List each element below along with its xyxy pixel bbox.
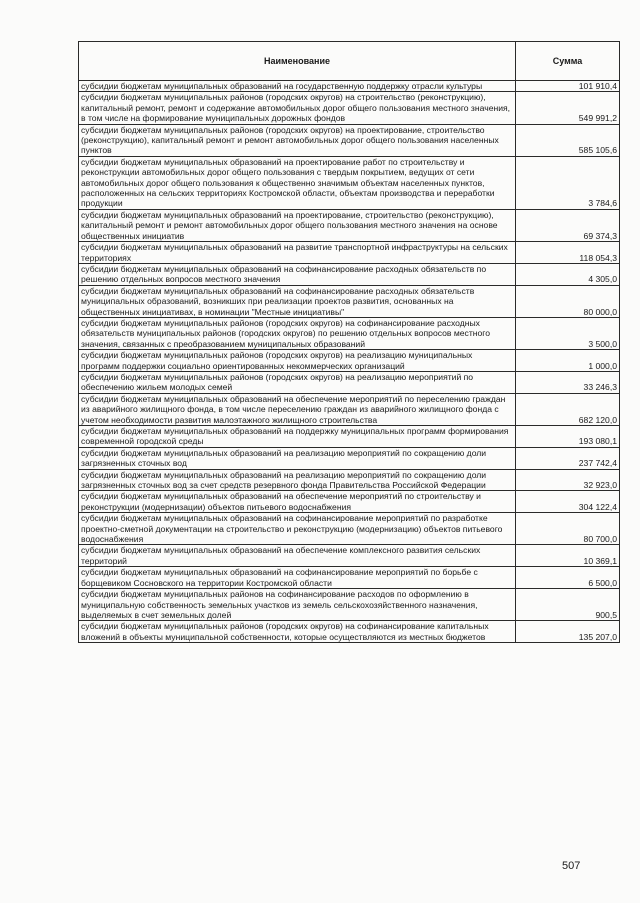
table-row (79, 447, 620, 469)
row-name-cell: субсидии бюджетам муниципальных образований на государственную поддержку отрасли культуры (79, 81, 516, 92)
table-row (79, 371, 620, 393)
row-name-cell: субсидии бюджетам муниципальных образований на софинансирование расходных обязательств муниципальных образований, возникших при реализации проектов развития, основанных на общественных инициативах, в номинации "Местные инициативы" (79, 285, 516, 317)
row-name-cell: субсидии бюджетам муниципальных образований на обеспечение комплексного развития сельских территорий (79, 545, 516, 567)
table-row (79, 469, 620, 491)
table-row (79, 513, 620, 545)
row-sum-cell: 585 105,6 (516, 124, 620, 156)
table-row (79, 621, 620, 643)
row-sum-cell: 682 120,0 (516, 393, 620, 425)
row-name-cell: субсидии бюджетам муниципальных районов (городских округов) на строительство (реконструкцию), капитальный ремонт, ремонт и содержание автомобильных дорог общего пользования местного значения, в том числе на формирование муниципальных дорожных фондов (79, 92, 516, 124)
page-number: 507 (562, 860, 581, 872)
row-name-cell: субсидии бюджетам муниципальных образований на проектирование работ по строительству и реконструкции автомобильных дорог общего пользования с твердым покрытием, ведущих от сети автомобильных дорог общего пользования к общественно значимым объектам населенных пунктов, расположенных на сельских территориях Костромской области, объектам производства и переработки продукции (79, 156, 516, 209)
row-name-cell: субсидии бюджетам муниципальных образований на обеспечение мероприятий по переселению граждан из аварийного жилищного фонда, в том числе переселению граждан из аварийного жилищного фонда с учетом необходимости развития малоэтажного жилищного строительства (79, 393, 516, 425)
row-sum-cell: 549 991,2 (516, 92, 620, 124)
table-row (79, 545, 620, 567)
row-name-cell: субсидии бюджетам муниципальных образований на софинансирование расходных обязательств по решению отдельных вопросов местного значения (79, 263, 516, 285)
row-sum-cell: 4 305,0 (516, 263, 620, 285)
table-row (79, 317, 620, 349)
table-row (79, 209, 620, 241)
row-sum-cell: 3 500,0 (516, 317, 620, 349)
row-sum-cell: 237 742,4 (516, 447, 620, 469)
row-name-cell: субсидии бюджетам муниципальных районов (городских округов) на софинансирование расходных обязательств муниципальных районов (городских округов) по решению отдельных вопросов местного значения, связанных с преобразованием муниципальных образований (79, 317, 516, 349)
row-sum-cell: 10 369,1 (516, 545, 620, 567)
table-row (79, 156, 620, 209)
row-name-cell: субсидии бюджетам муниципальных образований на поддержку муниципальных программ формирования современной городской среды (79, 426, 516, 448)
row-name-cell: субсидии бюджетам муниципальных районов (городских округов) на софинансирование капитальных вложений в объекты муниципальной собственности, которые осуществляются из местных бюджетов (79, 621, 516, 643)
row-name-cell: субсидии бюджетам муниципальных образований на обеспечение мероприятий по строительству и реконструкции (модернизации) объектов питьевого водоснабжения (79, 491, 516, 513)
row-sum-cell: 3 784,6 (516, 156, 620, 209)
row-sum-cell: 6 500,0 (516, 567, 620, 589)
row-sum-cell: 1 000,0 (516, 350, 620, 372)
table-row (79, 242, 620, 264)
row-sum-cell: 33 246,3 (516, 371, 620, 393)
table-row (79, 350, 620, 372)
table-row (79, 393, 620, 425)
row-name-cell: субсидии бюджетам муниципальных районов (городских округов) на проектирование, строительство (реконструкцию), капитальный ремонт и ремонт автомобильных дорог общего пользования населенных пунктов (79, 124, 516, 156)
table-row (79, 567, 620, 589)
table-row (79, 491, 620, 513)
row-name-cell: субсидии бюджетам муниципальных районов (городских округов) на реализацию муниципальных программ поддержки социально ориентированных некоммерческих организаций (79, 350, 516, 372)
row-sum-cell: 135 207,0 (516, 621, 620, 643)
row-sum-cell: 118 054,3 (516, 242, 620, 264)
budget-table (78, 41, 620, 643)
row-sum-cell: 193 080,1 (516, 426, 620, 448)
table-body (79, 81, 620, 643)
column-header-name: Наименование (79, 42, 516, 81)
row-sum-cell: 101 910,4 (516, 81, 620, 92)
row-name-cell: субсидии бюджетам муниципальных образований на реализацию мероприятий по сокращению доли загрязненных сточных вод (79, 447, 516, 469)
row-name-cell: субсидии бюджетам муниципальных образований на развитие транспортной инфраструктуры на сельских территориях (79, 242, 516, 264)
row-name-cell: субсидии бюджетам муниципальных образований на проектирование, строительство (реконструкцию), капитальный ремонт и ремонт автомобильных дорог общего пользования местного значения на основе общественных инициатив (79, 209, 516, 241)
row-sum-cell: 900,5 (516, 589, 620, 621)
row-sum-cell: 80 700,0 (516, 513, 620, 545)
table-row (79, 124, 620, 156)
row-name-cell: субсидии бюджетам муниципальных образований на реализацию мероприятий по сокращению доли загрязненных сточных вод за счет средств резервного фонда Правительства Российской Федерации (79, 469, 516, 491)
column-header-sum: Сумма (516, 42, 620, 81)
row-name-cell: субсидии бюджетам муниципальных районов (городских округов) на реализацию мероприятий по обеспечению жильем молодых семей (79, 371, 516, 393)
table-row (79, 285, 620, 317)
row-name-cell: субсидии бюджетам муниципальных районов на софинансирование расходов по оформлению в муниципальную собственность земельных участков из земель сельскохозяйственного назначения, выделяемых в счет земельных долей (79, 589, 516, 621)
row-sum-cell: 69 374,3 (516, 209, 620, 241)
table-row (79, 81, 620, 92)
row-name-cell: субсидии бюджетам муниципальных образований на софинансирование мероприятий по разработке проектно-сметной документации на строительство и реконструкцию (модернизацию) объектов питьевого водоснабжения (79, 513, 516, 545)
table-header-row (79, 42, 620, 81)
table-row (79, 263, 620, 285)
row-sum-cell: 80 000,0 (516, 285, 620, 317)
table-row (79, 92, 620, 124)
table-row (79, 426, 620, 448)
row-name-cell: субсидии бюджетам муниципальных образований на софинансирование мероприятий по борьбе с борщевиком Сосновского на территории Костромской области (79, 567, 516, 589)
row-sum-cell: 304 122,4 (516, 491, 620, 513)
row-sum-cell: 32 923,0 (516, 469, 620, 491)
table-row (79, 589, 620, 621)
